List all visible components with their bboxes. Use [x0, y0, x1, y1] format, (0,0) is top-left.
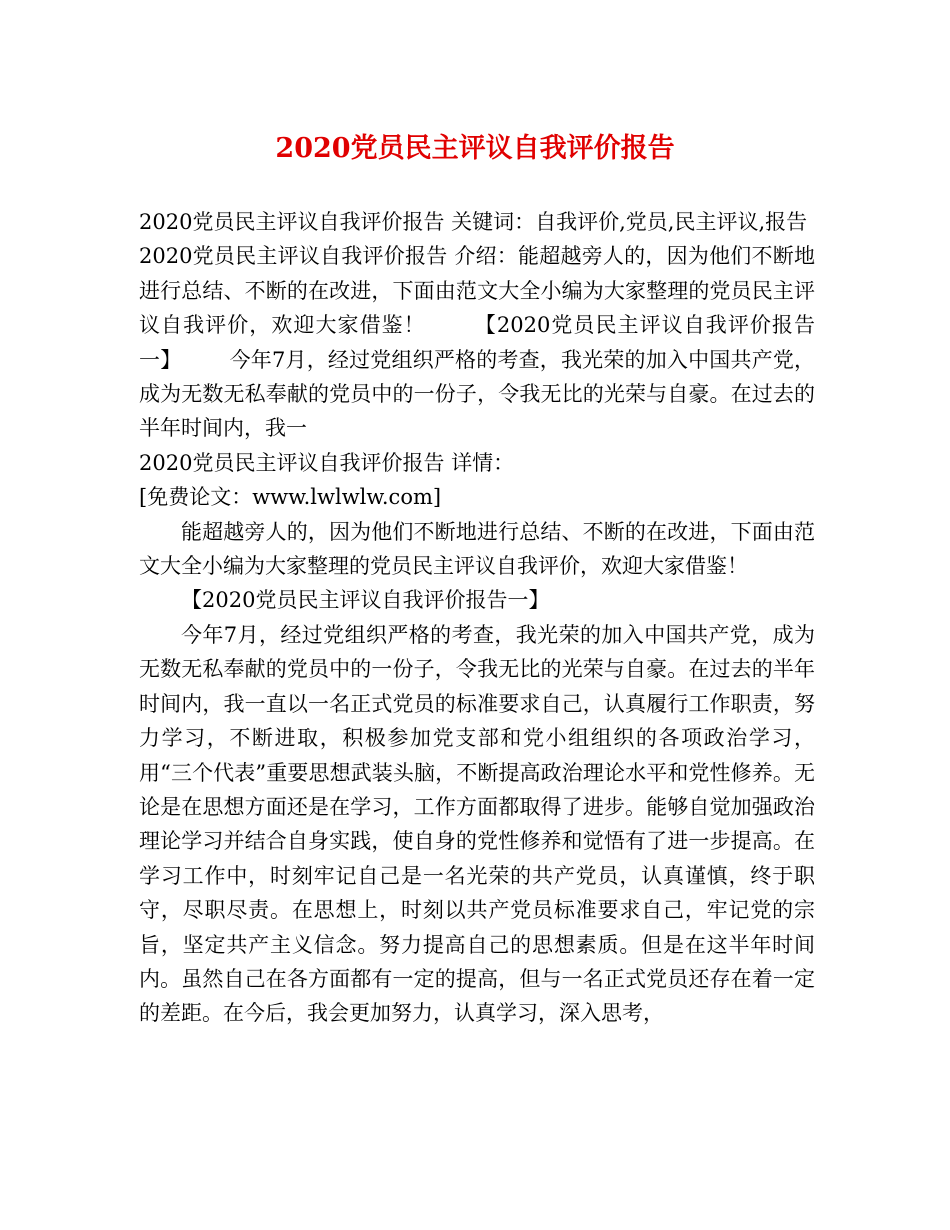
document-title: 2020党员民主评议自我评价报告: [275, 133, 675, 164]
body-paragraph-2: 今年7月，经过党组织严格的考查，我光荣的加入中国共产党，成为无数无私奉献的党员中的一份子，令我无比的光荣与自豪。在过去的半年时间内，我一直以一名正式党员的标准要求自己，认真履行工作职责，努力学习，不断进取，积极参加党支部和党小组组织的各项政治学习，用“三个代表”重要思想武装头脑，不断提高政治理论水平和党性修养。无论是在思想方面还是在学习，工作方面都取得了进步。能够自觉加强政治理论学习并结合自身实践，使自身的党性修养和觉悟有了进一步提高。在学习工作中，时刻牢记自己是一名光荣的共产党员，认真谨慎，终于职守，尽职尽责。在思想上，时刻以共产党员标准要求自己，牢记党的宗旨，坚定共产主义信念。努力提高自己的思想素质。但是在这半年时间内。虽然自己在各方面都有一定的提高，但与一名正式党员还存在着一定的差距。在今后，我会更加努力，认真学习，深入思考，: [139, 622, 815, 1026]
intro-text: 2020党员民主评议自我评价报告 介绍：能超越旁人的，因为他们不断地进行总结、不断的在改进，下面由范文大全小编为大家整理的党员民主评议自我评价，欢迎大家借鉴！: [139, 244, 815, 338]
intro-excerpt: 今年7月，经过党组织严格的考查，我光荣的加入中国共产党，成为无数无私奉献的党员中的一份子，令我无比的光荣与自豪。在过去的半年时间内，我一: [139, 347, 816, 441]
intro-section-heading: 【2020党员民主评议自我评价报告一】: [139, 313, 815, 372]
keywords-line: 2020党员民主评议自我评价报告 关键词：自我评价,党员,民主评议,报告: [139, 210, 808, 234]
body-paragraph-1: 能超越旁人的，因为他们不断地进行总结、不断的在改进，下面由范文大全小编为大家整理的党员民主评议自我评价，欢迎大家借鉴！: [139, 519, 815, 579]
document-body: [139, 205, 815, 1031]
source-line: [免费论文：www.lwlwlw.com]: [139, 485, 442, 510]
section-heading: 【2020党员民主评议自我评价报告一】: [181, 588, 550, 613]
intro-paragraph: [139, 239, 815, 445]
details-line: 2020党员民主评议自我评价报告 详情：: [139, 450, 515, 475]
